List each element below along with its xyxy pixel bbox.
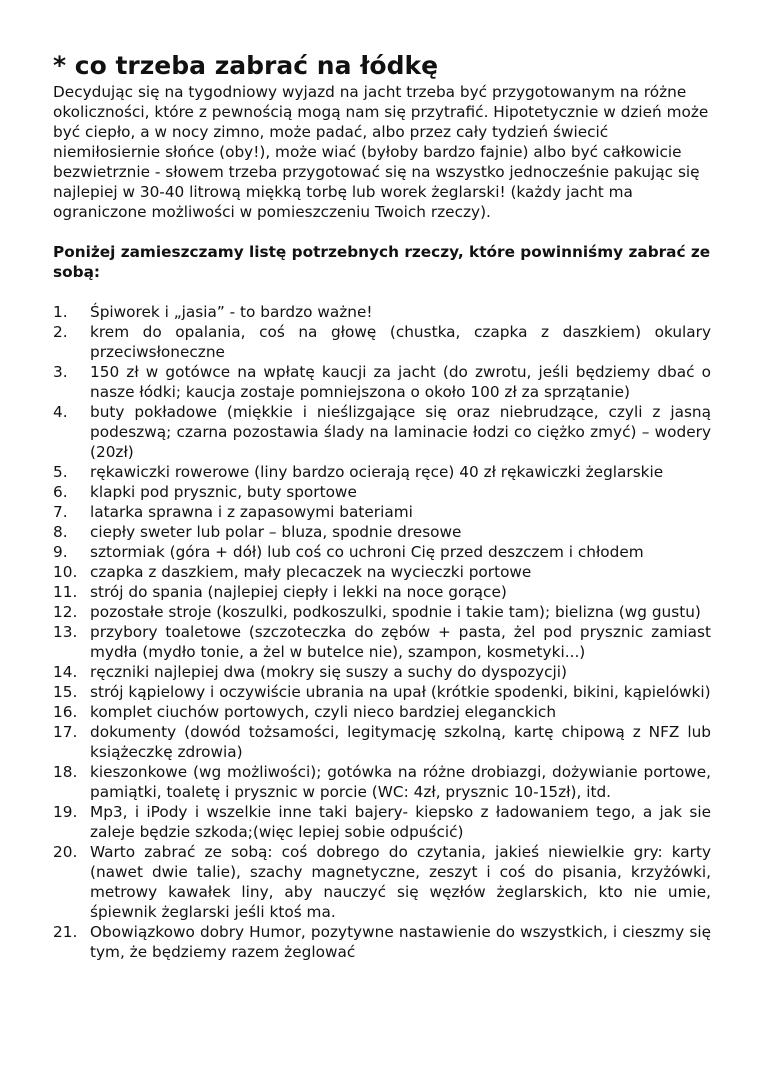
list-item-text: Śpiworek i „jasia” - to bardzo ważne! (90, 303, 373, 321)
list-item-number: 21. (53, 923, 78, 941)
list-item-text: klapki pod prysznic, buty sportowe (90, 483, 357, 501)
list-item (53, 522, 711, 542)
list-item-number: 1. (53, 303, 68, 321)
list-item-text: Obowiązkowo dobry Humor, pozytywne nastawienie do wszystkich, i cieszmy się tym, że będziemy razem żeglować (90, 923, 711, 961)
list-item-number: 9. (53, 543, 68, 561)
list-item (53, 762, 711, 802)
list-item-number: 19. (53, 803, 78, 821)
list-item-number: 4. (53, 403, 68, 421)
page-title: * co trzeba zabrać na łódkę (53, 51, 439, 80)
packing-list (53, 302, 711, 962)
list-item-number: 15. (53, 683, 78, 701)
list-item (53, 582, 711, 602)
list-item (53, 722, 711, 762)
list-item (53, 502, 711, 522)
list-item-number: 11. (53, 583, 78, 601)
list-item (53, 462, 711, 482)
list-item-text: krem do opalania, coś na głowę (chustka, czapka z daszkiem) okulary przeciwsłoneczne (90, 323, 711, 361)
list-item-text: komplet ciuchów portowych, czyli nieco bardziej eleganckich (90, 703, 557, 721)
list-item-text: pozostałe stroje (koszulki, podkoszulki, spodnie i takie tam); bielizna (wg gustu) (90, 603, 701, 621)
list-item (53, 802, 711, 842)
list-item (53, 402, 711, 462)
list-item-number: 18. (53, 763, 78, 781)
list-item (53, 562, 711, 582)
list-item (53, 322, 711, 362)
list-item (53, 842, 711, 922)
list-item-number: 6. (53, 483, 68, 501)
list-item-number: 20. (53, 843, 78, 861)
list-item-text: rękawiczki rowerowe (liny bardzo ocierają ręce) 40 zł rękawiczki żeglarskie (90, 463, 664, 481)
list-item-number: 10. (53, 563, 78, 581)
list-item-number: 16. (53, 703, 78, 721)
list-item-number: 13. (53, 623, 78, 641)
list-item-text: buty pokładowe (miękkie i nieślizgające się oraz niebrudzące, czyli z jasną podeszwą; czarna pozostawia ślady na laminacie łodzi co ciężko zmyć) – wodery (20zł) (90, 403, 711, 461)
list-item-text: sztormiak (góra + dół) lub coś co uchroni Cię przed deszczem i chłodem (90, 543, 644, 561)
list-item-number: 2. (53, 323, 68, 341)
list-item (53, 682, 711, 702)
list-item-text: dokumenty (dowód tożsamości, legitymację szkolną, kartę chipową z NFZ lub książeczkę zdrowia) (90, 723, 711, 761)
list-item-number: 17. (53, 723, 78, 741)
intro-paragraph: Decydując się na tygodniowy wyjazd na jacht trzeba być przygotowanym na różne okoliczności, które z pewnością mogą nam się przytrafić. Hipotetycznie w dzień może być ciepło, a w nocy zimno, może padać, albo przez cały tydzień świecić niemiłosiernie słońce (oby!), może wiać (byłoby bardzo fajnie) albo być całkowicie bezwietrznie - słowem trzeba przygotować się na wszystko jednocześnie pakując się najlepiej w 30-40 litrową miękką torbę lub worek żeglarski! (każdy jacht ma ograniczone możliwości w pomieszczeniu Twoich rzeczy). (53, 83, 709, 221)
list-item (53, 702, 711, 722)
list-item-text: czapka z daszkiem, mały plecaczek na wycieczki portowe (90, 563, 532, 581)
list-item-number: 14. (53, 663, 78, 681)
list-item-text: strój kąpielowy i oczywiście ubrania na upał (krótkie spodenki, bikini, kąpielówki) (90, 683, 711, 701)
list-item (53, 602, 711, 622)
list-item-text: ręczniki najlepiej dwa (mokry się suszy a suchy do dyspozycji) (90, 663, 567, 681)
list-item-number: 12. (53, 603, 78, 621)
list-item-text: przybory toaletowe (szczoteczka do zębów + pasta, żel pod prysznic zamiast mydła (mydło tonie, a żel w butelce nie), szampon, kosmetyki...) (90, 623, 711, 661)
list-item-text: strój do spania (najlepiej ciepły i lekki na noce gorące) (90, 583, 507, 601)
list-item (53, 542, 711, 562)
list-item-number: 5. (53, 463, 68, 481)
list-item (53, 662, 711, 682)
list-heading: Poniżej zamieszczamy listę potrzebnych rzeczy, które powinniśmy zabrać ze sobą: (53, 243, 711, 281)
list-item-text: kieszonkowe (wg możliwości); gotówka na różne drobiazgi, dożywianie portowe, pamiątki, toaletę i prysznic w porcie (WC: 4zł, prysznic 10-15zł), itd. (90, 763, 711, 801)
list-item-text: Warto zabrać ze sobą: coś dobrego do czytania, jakieś niewielkie gry: karty (nawet dwie talie), szachy magnetyczne, zeszyt i coś do pisania, krzyżówki, metrowy kawałek liny, aby nauczyć się węzłów żeglarskich, kto nie umie, śpiewnik żeglarski jeśli ktoś ma. (90, 843, 711, 921)
list-item-text: ciepły sweter lub polar – bluza, spodnie dresowe (90, 523, 462, 541)
list-item-text: latarka sprawna i z zapasowymi bateriami (90, 503, 413, 521)
list-item-number: 7. (53, 503, 68, 521)
list-item-text: 150 zł w gotówce na wpłatę kaucji za jacht (do zwrotu, jeśli będziemy dbać o nasze łódki; kaucja zostaje pomniejszona o około 100 zł za sprzątanie) (90, 363, 711, 401)
list-item (53, 922, 711, 962)
list-item (53, 362, 711, 402)
list-item (53, 482, 711, 502)
list-item (53, 302, 711, 322)
list-item (53, 622, 711, 662)
list-item-number: 8. (53, 523, 68, 541)
list-item-text: Mp3, i iPody i wszelkie inne taki bajery- kiepsko z ładowaniem tego, a jak sie zaleje będzie szkoda;(więc lepiej sobie odpuścić) (90, 803, 711, 841)
list-item-number: 3. (53, 363, 68, 381)
